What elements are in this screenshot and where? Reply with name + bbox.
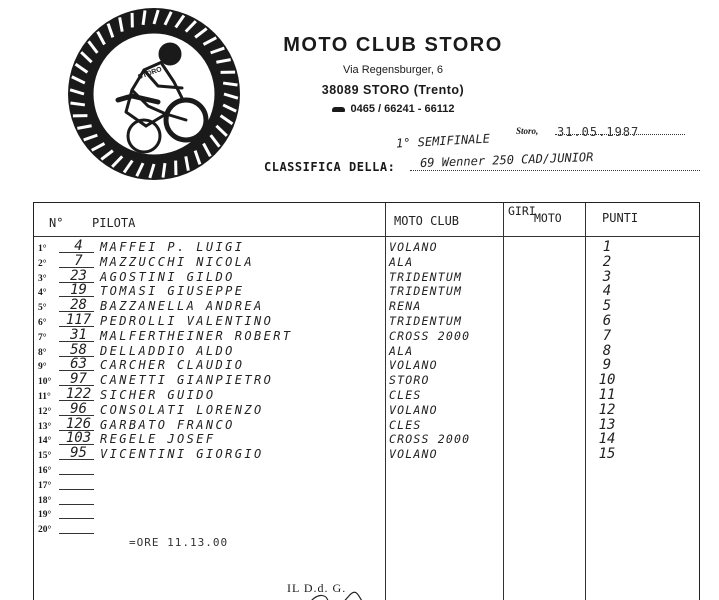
row-points: 10: [598, 372, 616, 389]
header-club: MOTO CLUB: [394, 214, 460, 228]
signature-label: IL D.d. G.: [287, 581, 347, 595]
results-table: [33, 202, 700, 600]
row-pilot-name: DELLADDIO ALDO: [100, 343, 235, 358]
table-row: [34, 478, 697, 493]
header-points: PUNTI: [602, 211, 639, 225]
table-row: [34, 522, 697, 537]
row-pilot-name: BAZZANELLA ANDREA: [100, 299, 264, 314]
row-pilot-name: TOMASI GIUSEPPE: [100, 284, 245, 299]
club-address-city: 38089 STORO (Trento): [321, 83, 465, 97]
row-position: 3°: [38, 273, 47, 284]
row-pilot-name: REGELE JOSEF: [100, 432, 216, 447]
row-pilot-name: MAZZUCCHI NICOLA: [100, 254, 254, 269]
timing-note: =ORE 11.13.00: [129, 536, 229, 549]
row-position: 1°: [38, 244, 47, 254]
tread-mark: [163, 163, 165, 177]
event-name: 1° SEMIFINALE: [395, 131, 491, 151]
row-pilot-name: CARCHER CLAUDIO: [100, 358, 245, 373]
row-club: STORO: [389, 373, 430, 388]
row-club: VOLANO: [389, 240, 438, 254]
table-row: [34, 493, 697, 508]
row-position: 10°: [38, 377, 52, 388]
row-points: 15: [598, 446, 616, 463]
row-position: 13°: [38, 421, 52, 432]
row-club: TRIDENTUM: [389, 314, 463, 328]
row-points: 14: [598, 431, 616, 448]
tread-mark: [143, 10, 145, 24]
header-laps: GIRI: [508, 204, 536, 218]
row-position: 8°: [38, 347, 47, 358]
row-points: 7: [602, 327, 612, 344]
row-position: 18°: [38, 495, 52, 506]
row-pilot-name: MAFFEI P. LUIGI: [100, 240, 245, 254]
row-bib-number: 96: [70, 400, 87, 417]
classification-line: [410, 170, 700, 171]
header-divider: [34, 236, 699, 237]
row-pilot-name: VICENTINI GIORGIO: [100, 447, 264, 462]
header-moto: MOTO: [534, 211, 562, 225]
row-pilot-name: AGOSTINI GILDO: [100, 269, 235, 284]
row-pilot-name: GARBATO FRANCO: [100, 417, 235, 432]
row-club: CROSS 2000: [389, 328, 471, 343]
row-bib-number: 63: [70, 356, 87, 373]
row-club: VOLANO: [389, 447, 438, 462]
row-position: 11°: [38, 392, 51, 402]
club-phone-number: 0465 / 66241 - 66112: [350, 103, 455, 115]
place-label: Storo,: [516, 126, 539, 136]
row-underline: [59, 518, 94, 519]
table-row: [34, 445, 697, 463]
row-bib-number: 58: [70, 341, 87, 358]
row-position: 7°: [38, 332, 47, 343]
row-points: 3: [602, 268, 612, 285]
row-pilot-name: CONSOLATI LORENZO: [100, 402, 264, 417]
row-position: 17°: [38, 480, 52, 491]
row-bib-number: 95: [70, 445, 87, 462]
row-bib-number: 97: [70, 371, 87, 388]
row-bib-number: 103: [65, 430, 92, 447]
row-position: 4°: [38, 288, 47, 299]
phone-icon: [332, 107, 345, 112]
row-position: 9°: [38, 362, 47, 373]
row-points: 13: [598, 416, 616, 433]
header-pilot: PILOTA: [92, 216, 136, 230]
row-bib-number: 23: [70, 267, 87, 284]
row-underline: [59, 474, 94, 475]
row-club: TRIDENTUM: [389, 284, 463, 299]
row-club: RENA: [389, 299, 422, 314]
row-points: 4: [602, 283, 612, 300]
row-position: 20°: [38, 525, 52, 536]
club-logo: [62, 2, 246, 186]
header-number: N°: [49, 216, 64, 230]
tread-mark: [223, 83, 237, 85]
row-position: 16°: [38, 466, 52, 476]
row-club: TRIDENTUM: [389, 269, 463, 284]
table-row: [34, 507, 697, 522]
row-underline: [59, 489, 94, 490]
row-bib-number: 4: [74, 238, 83, 254]
row-points: 1: [602, 239, 612, 255]
row-club: CROSS 2000: [389, 432, 471, 447]
row-position: 14°: [38, 436, 52, 447]
row-bib-number: 122: [65, 386, 92, 402]
row-position: 15°: [38, 451, 52, 462]
tread-mark: [70, 103, 84, 105]
row-bib-number: 117: [65, 312, 92, 328]
row-pilot-name: CANETTI GIANPIETRO: [100, 373, 274, 388]
row-club: ALA: [389, 343, 414, 358]
row-bib-number: 126: [65, 415, 92, 432]
row-pilot-name: MALFERTHEINER ROBERT: [100, 328, 293, 343]
row-position: 2°: [38, 258, 47, 269]
row-bib-number: 7: [74, 252, 83, 269]
row-club: VOLANO: [389, 402, 438, 417]
row-bib-number: 31: [70, 326, 87, 343]
row-position: 5°: [38, 303, 47, 314]
row-pilot-name: SICHER GUIDO: [100, 388, 216, 402]
club-phone: [278, 103, 508, 115]
classification-category: 69 Wenner 250 CAD/JUNIOR: [419, 149, 594, 171]
row-bib-number: 28: [70, 297, 87, 314]
row-club: CLES: [389, 388, 422, 402]
table-row: [34, 463, 697, 478]
row-points: 5: [602, 298, 612, 315]
row-points: 11: [598, 387, 616, 403]
handwritten-signature: [304, 591, 364, 600]
row-points: 6: [602, 313, 612, 329]
race-date: 31.05.1987: [557, 125, 640, 139]
row-club: CLES: [389, 417, 422, 432]
logo-lettering: STORO: [137, 66, 163, 82]
row-underline: [59, 533, 94, 534]
date-line: [555, 134, 685, 135]
row-bib-number: 19: [70, 282, 87, 299]
row-position: 6°: [38, 318, 47, 328]
row-points: 8: [602, 342, 612, 359]
row-points: 2: [602, 253, 612, 270]
row-points: 9: [602, 357, 612, 374]
classification-label: CLASSIFICA DELLA:: [264, 160, 396, 174]
row-club: ALA: [389, 254, 414, 269]
row-position: 12°: [38, 406, 52, 417]
row-club: VOLANO: [389, 358, 438, 373]
row-pilot-name: PEDROLLI VALENTINO: [100, 314, 274, 328]
club-name: MOTO CLUB STORO: [283, 34, 503, 56]
club-address-street: Via Regensburger, 6: [342, 64, 444, 76]
row-position: 19°: [38, 510, 52, 521]
row-underline: [59, 504, 94, 505]
row-points: 12: [598, 401, 616, 418]
